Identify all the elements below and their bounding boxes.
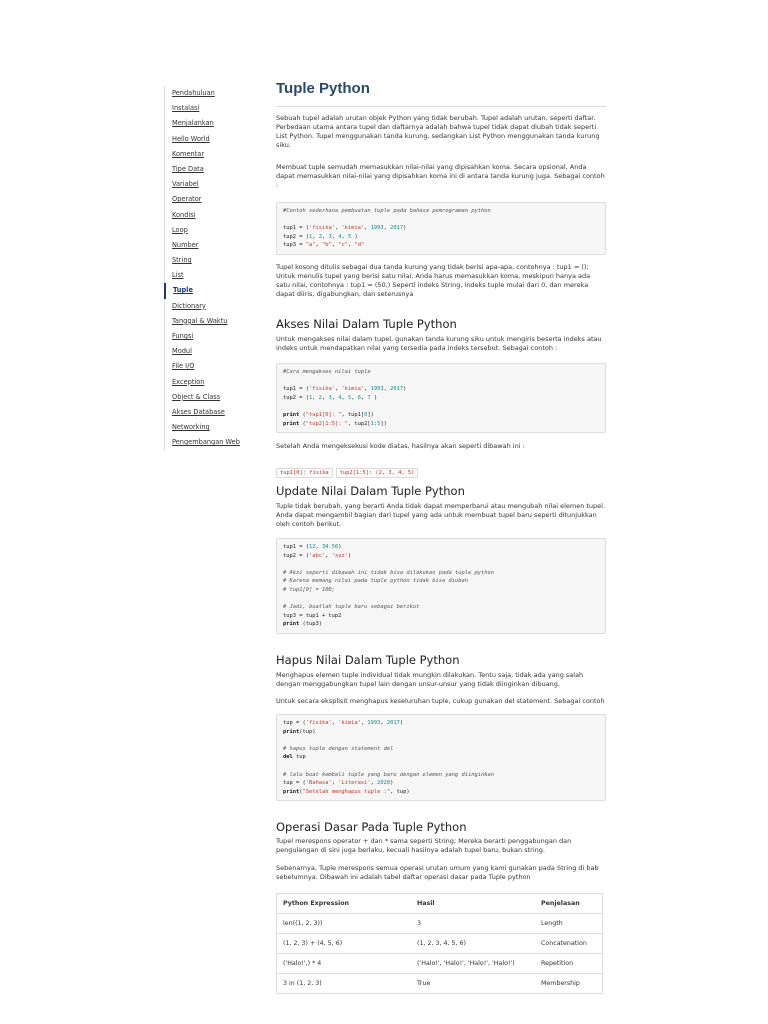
intro-paragraph-3: Tupel kosong ditulis sebagai dua tanda kurung yang tidak berisi apa-apa, contohnya : tup1 = (); Untuk menulis tupel yang berisi satu nilai, Anda harus memasukkan koma, meskipun hanya ada satu nilai, contohnya : tup1 = (50,) Seperti indeks String, indeks tuple mulai dari 0, dan mereka dapat diiris, digabungkan, dan seterusnya bbox=[276, 263, 591, 298]
sidebar-item-pendahuluan[interactable]: Pendahuluan bbox=[172, 89, 215, 97]
table-row bbox=[277, 934, 603, 954]
table-cell: 3 in (1, 2, 3) bbox=[277, 974, 412, 994]
table-header-cell: Python Expression bbox=[277, 894, 412, 914]
code-block-hapus: tup = ('fisika', 'kimia', 1993, 2017) print(tup) # hapus tuple dengan statement del del tup # lalu buat kembali tuple yang baru dengan elemen yang diinginkan tup = ('Bahasa', 'Literasi', 2020) print("Setelah menghapus tuple :", tup) bbox=[276, 714, 606, 801]
table-cell: len((1, 2, 3)) bbox=[277, 914, 412, 934]
sidebar-item-string[interactable]: String bbox=[172, 256, 192, 265]
table-cell: Repetition bbox=[535, 954, 603, 974]
output-snippet-2: tup2[1:5]: (2, 3, 4, 5) bbox=[336, 468, 419, 478]
intro-paragraph-2: Membuat tuple semudah memasukkan nilai-nilai yang dipisahkan koma. Secara opsional, Anda dapat memasukkan nilai-nilai yang dipisahkan koma ini di antara tanda kurung juga. Sebagai contoh : bbox=[276, 163, 605, 189]
sidebar-item-networking[interactable]: Networking bbox=[172, 423, 210, 432]
table-cell: (1, 2, 3, 4, 5, 6) bbox=[411, 934, 535, 954]
table-row bbox=[277, 954, 603, 974]
heading-hapus: Hapus Nilai Dalam Tuple Python bbox=[276, 653, 460, 667]
operations-table bbox=[276, 893, 603, 994]
table-cell: Concatenation bbox=[535, 934, 603, 954]
sidebar-item-object-class[interactable]: Object & Class bbox=[172, 392, 221, 401]
table-header-cell: Hasil bbox=[411, 894, 535, 914]
table-row bbox=[277, 914, 603, 934]
sidebar-item-variabel[interactable]: Variabel bbox=[172, 180, 199, 189]
table-cell: True bbox=[411, 974, 535, 994]
code-block-update: tup1 = (12, 34.56) tup2 = ('abc', 'xyz') # Aksi seperti dibawah ini tidak bisa dilakukan pada tuple python # Karena memang nilai pada tuple python tidak bisa diubah # tup1[0] = 100; # Jadi, buatlah tuple baru sebagai berikut tup3 = tup1 + tup2 print (tup3) bbox=[276, 538, 606, 634]
table-cell: ('Halo!', 'Halo!', 'Halo!', 'Halo!') bbox=[411, 954, 535, 974]
heading-akses: Akses Nilai Dalam Tuple Python bbox=[276, 317, 457, 331]
table-row bbox=[277, 974, 603, 994]
table-cell: 3 bbox=[411, 914, 535, 934]
page-title: Tuple Python bbox=[276, 80, 606, 107]
operasi-paragraph-1: Tupel merespons operator + dan * sama seperti String; Mereka berarti penggabungan dan pengulangan di sini juga berlaku, kecuali hasilnya adalah tupel baru, bukan string. bbox=[276, 837, 572, 854]
table-header-row bbox=[277, 894, 603, 914]
akses-paragraph-2: Setelah Anda mengeksekusi kode diatas, hasilnya akan seperti dibawah ini : bbox=[276, 442, 525, 450]
table-cell: Length bbox=[535, 914, 603, 934]
heading-update: Update Nilai Dalam Tuple Python bbox=[276, 484, 465, 498]
sidebar-item-akses-database[interactable]: Akses Database bbox=[172, 407, 225, 416]
sidebar-item-menjalankan[interactable]: Menjalankan bbox=[172, 119, 214, 128]
table-cell: (1, 2, 3) + (4, 5, 6) bbox=[277, 934, 412, 954]
output-snippet-1: tup1[0]: fisika bbox=[276, 468, 333, 478]
code-block-create: #Contoh sederhana pembuatan tuple pada bahasa pemrograman python tup1 = ('fisika', 'kimia', 1993, 2017) tup2 = (1, 2, 3, 4, 5 ) tup3 = "a", "b", "c", "d" bbox=[276, 202, 606, 255]
sidebar-item-instalasi[interactable]: Instalasi bbox=[172, 104, 200, 113]
sidebar-item-fungsi[interactable]: Fungsi bbox=[172, 332, 194, 340]
sidebar-item-hello-world[interactable]: Hello World bbox=[172, 134, 210, 143]
akses-paragraph-1: Untuk mengakses nilai dalam tupel, gunakan tanda kurung siku untuk mengiris beserta indeks atau indeks untuk mendapatkan nilai yang tersedia pada indeks tersebut. Sebagai contoh : bbox=[276, 335, 602, 352]
sidebar-item-kondisi[interactable]: Kondisi bbox=[172, 210, 196, 219]
sidebar-item-tanggal-waktu[interactable]: Tanggal & Waktu bbox=[172, 316, 228, 325]
hapus-paragraph-2: Untuk secara eksplisit menghapus keseluruhan tuple, cukup gunakan del statement. Sebagai contoh bbox=[276, 697, 605, 705]
sidebar-item-tipe-data[interactable]: Tipe Data bbox=[172, 164, 204, 173]
sidebar-item-list[interactable]: List bbox=[172, 271, 184, 280]
sidebar-item-pengembangan-web[interactable]: Pengembangan Web bbox=[172, 438, 240, 447]
sidebar-item-operator[interactable]: Operator bbox=[172, 195, 202, 204]
sidebar-item-loop[interactable]: Loop bbox=[172, 225, 188, 234]
sidebar-item-komentar[interactable]: Komentar bbox=[172, 149, 205, 158]
sidebar-item-modul[interactable]: Modul bbox=[172, 347, 192, 356]
article bbox=[276, 80, 606, 987]
heading-operasi: Operasi Dasar Pada Tuple Python bbox=[276, 820, 467, 834]
intro-paragraph-1: Sebuah tupel adalah urutan objek Python yang tidak berubah. Tupel adalah urutan, seperti daftar. Perbedaan utama antara tupel dan daftarnya adalah bahwa tupel tidak dapat diubah tidak seperti List Python. Tupel menggunakan tanda kurung, sedangkan List Python menggunakan tanda kurung siku. bbox=[276, 114, 600, 149]
hapus-paragraph-1: Menghapus elemen tuple individual tidak mungkin dilakukan. Tentu saja, tidak ada yang salah dengan menggabungkan tupel lain dengan unsur-unsur yang tidak diinginkan dibuang. bbox=[276, 671, 584, 688]
table-cell: ('Halo!',) * 4 bbox=[277, 954, 412, 974]
table-header-cell: Penjelasan bbox=[535, 894, 603, 914]
operasi-paragraph-2: Sebenarnya, Tuple merespons semua operasi urutan umum yang kami gunakan pada String di bab sebelumnya. Dibawah ini adalah tabel daftar operasi dasar pada Tuple python bbox=[276, 864, 599, 881]
table-cell: Membership bbox=[535, 974, 603, 994]
sidebar-item-file-i-o[interactable]: File I/O bbox=[172, 362, 195, 371]
update-paragraph-1: Tuple tidak berubah, yang berarti Anda tidak dapat memperbarui atau mengubah nilai elemen tupel. Anda dapat mengambil bagian dari tupel yang ada untuk membuat tupel baru seperti ditunjukkan oleh contoh berikut. bbox=[276, 502, 606, 528]
sidebar-item-exception[interactable]: Exception bbox=[172, 377, 205, 386]
code-block-akses: #Cara mengakses nilai tuple tup1 = ('fisika', 'kimia', 1993, 2017) tup2 = (1, 2, 3, 4, 5, 6, 7 ) print ("tup1[0]: ", tup1[0]) print ("tup2[1:5]: ", tup2[1:5]) bbox=[276, 363, 606, 433]
sidebar-item-number[interactable]: Number bbox=[172, 240, 199, 249]
sidebar-item-dictionary[interactable]: Dictionary bbox=[172, 301, 206, 310]
sidebar-item-tuple[interactable]: Tuple bbox=[164, 283, 249, 298]
sidebar-nav bbox=[164, 86, 249, 451]
